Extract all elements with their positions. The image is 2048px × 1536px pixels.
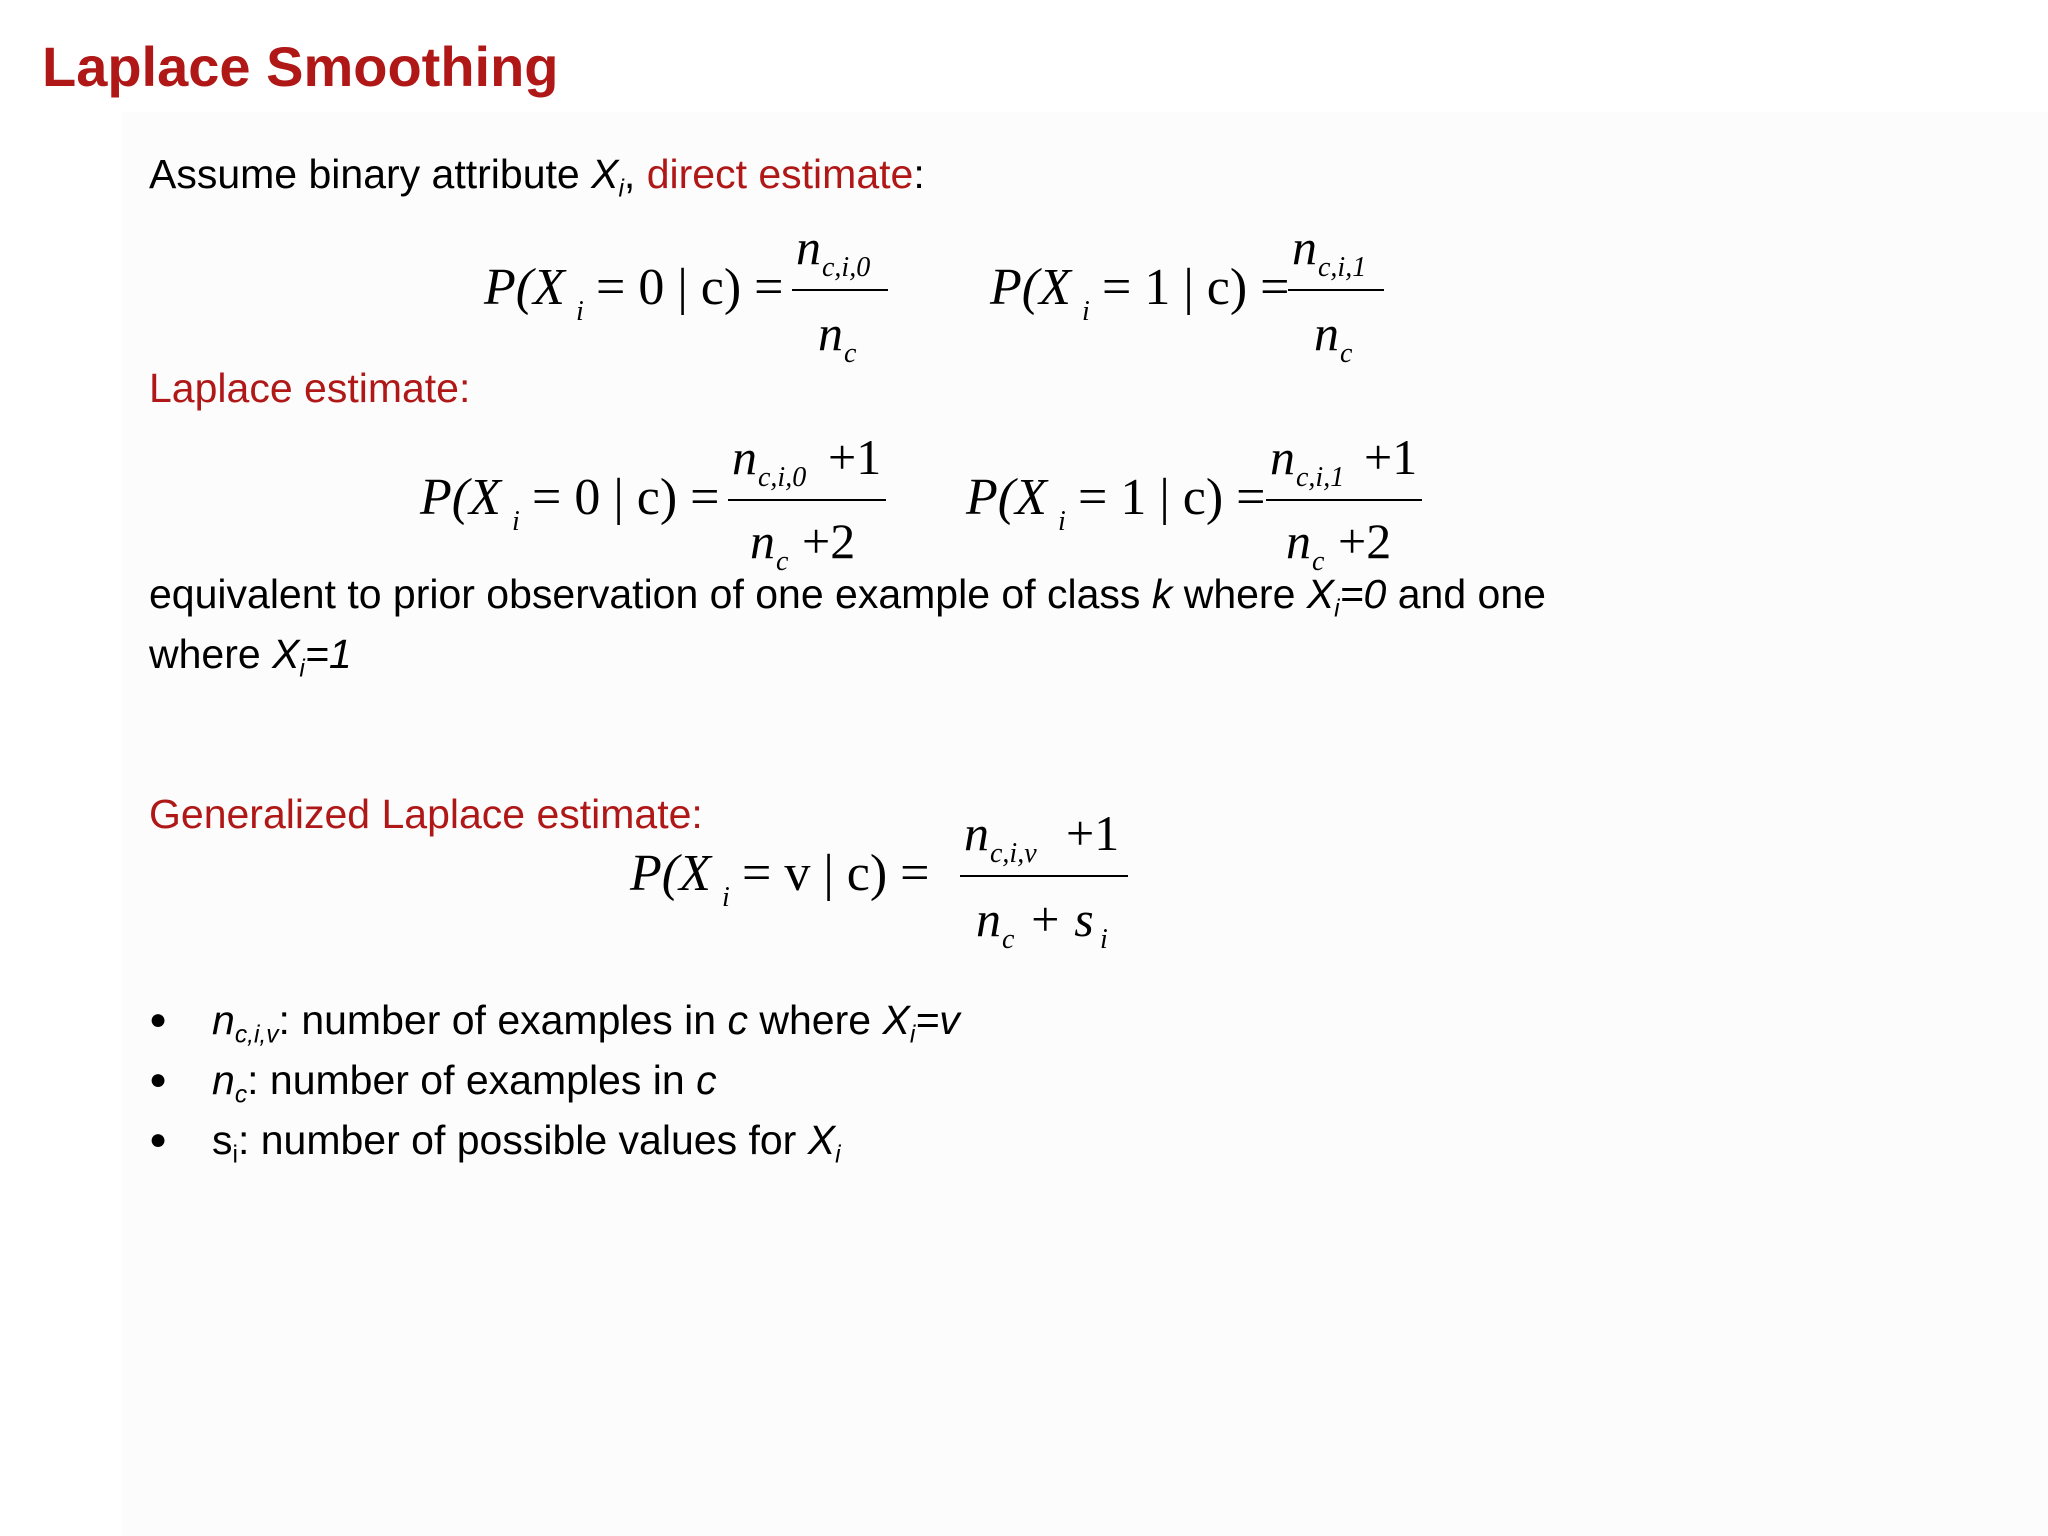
- den-tail-sub: i: [1100, 924, 1108, 955]
- symbol-sub: c,i,v: [234, 1021, 279, 1049]
- num-sub: c,i,1: [1296, 462, 1345, 493]
- den: n: [818, 305, 843, 361]
- lhs-sub: i: [1082, 296, 1090, 327]
- cond: = 1 | c) =: [1078, 469, 1266, 526]
- intro-comma: ,: [623, 151, 647, 197]
- definitions-list: [149, 990, 960, 1170]
- definition-text: : number of possible values for: [237, 1117, 808, 1163]
- lhs: P(X: [966, 469, 1047, 526]
- num: n: [1270, 429, 1295, 485]
- cond: = 1 | c) =: [1102, 259, 1290, 316]
- list-item: [149, 1050, 960, 1110]
- den: n: [750, 513, 775, 569]
- var-x: X: [272, 631, 300, 677]
- den-tail: + s: [1028, 891, 1094, 947]
- lhs: P(X: [990, 259, 1071, 316]
- symbol-sub: i: [232, 1141, 238, 1169]
- num: n: [732, 429, 757, 485]
- formula-direct-0: [484, 219, 904, 369]
- value-one: =1: [304, 631, 352, 677]
- den-sub: c: [776, 546, 789, 577]
- equivalent-line-2: [149, 631, 352, 683]
- var-x: X: [882, 997, 910, 1043]
- den-sub: c: [1002, 924, 1015, 955]
- definition-text: : number of examples in: [247, 1057, 697, 1103]
- formula-generalized: [630, 800, 1150, 960]
- var-x-sub: i: [299, 655, 305, 683]
- intro-suffix: :: [913, 151, 925, 197]
- symbol: s: [212, 1117, 233, 1163]
- list-item: [149, 1110, 960, 1170]
- lhs-sub: i: [576, 296, 584, 327]
- equivalent-text: equivalent to prior observation of one example of class: [149, 571, 1152, 617]
- intro-var-sub: i: [618, 175, 624, 203]
- class-k: k: [1151, 571, 1173, 617]
- equivalent-and-one: and one: [1386, 571, 1546, 617]
- num-sub: c,i,v: [990, 838, 1037, 869]
- den: n: [1314, 305, 1339, 361]
- direct-estimate-label: direct estimate: [646, 151, 914, 197]
- definition-where: where: [748, 997, 883, 1043]
- value-zero: =0: [1339, 571, 1387, 617]
- formula-laplace-1: [966, 429, 1446, 577]
- symbol: n: [212, 997, 235, 1043]
- num-sub: c,i,1: [1318, 252, 1367, 283]
- definition-text: : number of examples in: [278, 997, 728, 1043]
- formula-laplace-0: [420, 429, 900, 577]
- var-c: c: [696, 1057, 717, 1103]
- equivalent-where-2: where: [149, 631, 273, 677]
- intro-line: [149, 151, 925, 203]
- list-item: [149, 990, 960, 1050]
- symbol-sub: c: [234, 1081, 248, 1109]
- lhs-sub: i: [512, 506, 520, 537]
- den-sub: c: [1312, 546, 1325, 577]
- intro-prefix: Assume binary attribute: [149, 151, 592, 197]
- lhs: P(X: [420, 469, 501, 526]
- bullet-icon: ●: [149, 1123, 168, 1156]
- laplace-heading: Laplace estimate:: [149, 365, 471, 411]
- generalized-heading: Generalized Laplace estimate:: [149, 791, 703, 837]
- bullet-icon: ●: [149, 1003, 168, 1036]
- den-tail: +2: [1338, 513, 1392, 569]
- slide-title: Laplace Smoothing: [42, 35, 559, 98]
- den: n: [976, 891, 1001, 947]
- lhs-sub: i: [1058, 506, 1066, 537]
- num-tail: +1: [1066, 805, 1120, 861]
- equivalent-where: where: [1172, 571, 1307, 617]
- num-tail: +1: [1364, 429, 1418, 485]
- cond: = 0 | c) =: [532, 469, 720, 526]
- var-c: c: [727, 997, 748, 1043]
- lhs-sub: i: [722, 882, 730, 913]
- den-tail: +2: [802, 513, 856, 569]
- equivalent-line-1: [149, 571, 1546, 623]
- lhs: P(X: [484, 259, 565, 316]
- var-x-sub: i: [1334, 595, 1340, 623]
- symbol: n: [212, 1057, 235, 1103]
- den-sub: c: [1340, 338, 1353, 369]
- var-x: X: [807, 1117, 836, 1163]
- num-tail: +1: [828, 429, 882, 485]
- num: n: [1292, 219, 1317, 275]
- den-sub: c: [844, 338, 857, 369]
- num: n: [964, 805, 989, 861]
- num-sub: c,i,0: [822, 252, 871, 283]
- lhs: P(X: [630, 845, 711, 902]
- num: n: [796, 219, 821, 275]
- den: n: [1286, 513, 1311, 569]
- intro-var: X: [591, 151, 619, 197]
- var-x-sub: i: [835, 1141, 841, 1169]
- value-v: =v: [915, 997, 960, 1043]
- cond: = 0 | c) =: [596, 259, 784, 316]
- cond: = v | c) =: [742, 845, 930, 902]
- var-x: X: [1306, 571, 1335, 617]
- bullet-icon: ●: [149, 1063, 168, 1096]
- num-sub: c,i,0: [758, 462, 807, 493]
- formula-direct-1: [990, 219, 1410, 369]
- var-x-sub: i: [909, 1021, 916, 1049]
